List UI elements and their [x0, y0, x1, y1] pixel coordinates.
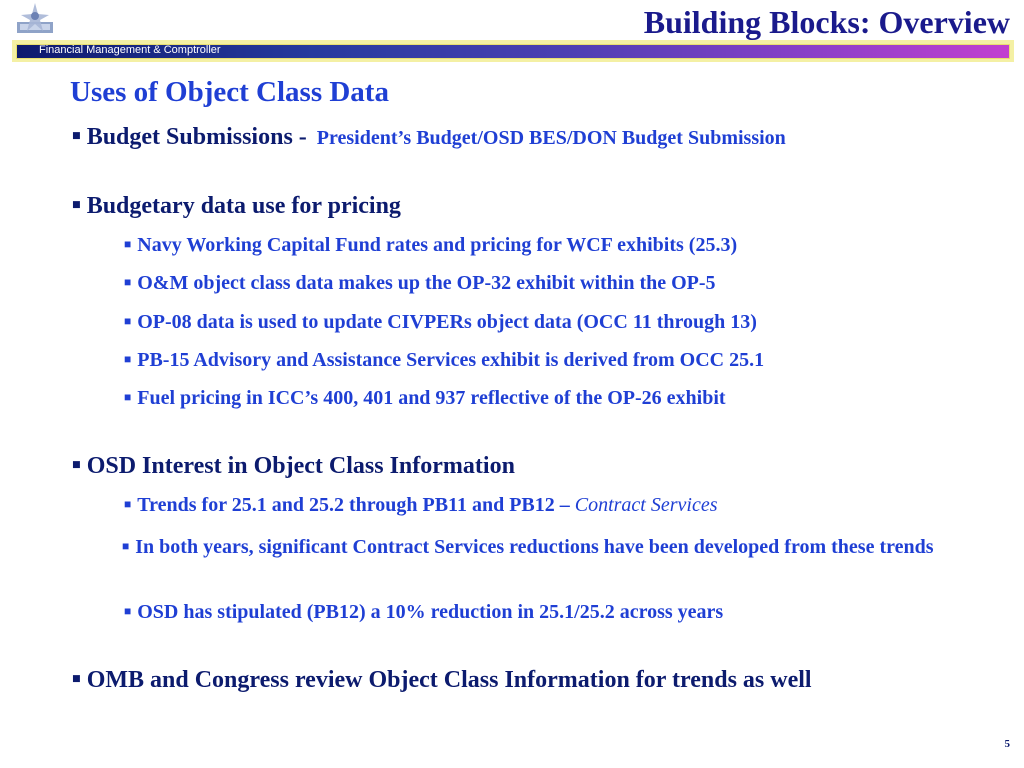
subitem-text: O&M object class data makes up the OP-32 exhibit within the OP-5 — [137, 272, 716, 294]
subitem — [124, 272, 716, 295]
square-bullet-icon: ■ — [72, 671, 81, 688]
square-bullet-icon: ■ — [124, 275, 132, 289]
banner — [12, 40, 1014, 62]
slide-title: Building Blocks: Overview — [643, 4, 1010, 40]
subitem-text: Trends for 25.1 and 25.2 through PB11 and PB12 – — [137, 494, 570, 516]
square-bullet-icon: ■ — [124, 604, 132, 618]
subitem — [122, 532, 972, 562]
bullet-omb-congress — [72, 667, 812, 694]
bullet-text: Budgetary data use for pricing — [86, 193, 401, 219]
page-number: 5 — [1004, 738, 1010, 750]
square-bullet-icon: ■ — [72, 457, 81, 474]
square-bullet-icon: ■ — [72, 197, 81, 214]
square-bullet-icon: ■ — [124, 352, 132, 366]
square-bullet-icon: ■ — [124, 497, 132, 511]
subitem — [124, 387, 726, 410]
subitem — [124, 601, 723, 624]
subitem — [124, 349, 764, 372]
subitem-text: OP-08 data is used to update CIVPERs object data (OCC 11 through 13) — [137, 311, 757, 333]
subitem — [124, 494, 718, 517]
square-bullet-icon: ■ — [124, 390, 132, 404]
bullet-text: OSD Interest in Object Class Information — [86, 453, 515, 479]
bullet-text: Budget Submissions - — [86, 124, 307, 150]
subitem — [124, 311, 757, 334]
subitem-text: PB-15 Advisory and Assistance Services exhibit is derived from OCC 25.1 — [137, 349, 765, 371]
banner-text: Financial Management & Comptroller — [39, 44, 221, 56]
bullet-text: OMB and Congress review Object Class Information for trends as well — [86, 667, 812, 693]
subitem — [124, 234, 737, 257]
square-bullet-icon: ■ — [124, 314, 132, 328]
bullet-inline-text: President’s Budget/OSD BES/DON Budget Submission — [316, 127, 786, 149]
subitem-text: In both years, significant Contract Services reductions have been developed from these trends — [135, 536, 934, 558]
square-bullet-icon: ■ — [124, 237, 132, 251]
subitem-italic-text: Contract Services — [574, 494, 718, 516]
bullet-osd-interest — [72, 453, 515, 480]
square-bullet-icon: ■ — [72, 128, 81, 145]
square-bullet-icon: ■ — [122, 539, 130, 553]
banner-bar — [16, 44, 1010, 59]
section-heading: Uses of Object Class Data — [70, 76, 389, 108]
subitem-text: Fuel pricing in ICC’s 400, 401 and 937 reflective of the OP-26 exhibit — [137, 387, 726, 409]
subitem-text: Navy Working Capital Fund rates and pricing for WCF exhibits (25.3) — [137, 234, 738, 256]
bullet-budgetary-data — [72, 193, 401, 220]
seal-logo-icon — [16, 2, 54, 34]
bullet-budget-submissions — [72, 124, 786, 151]
subitem-text: OSD has stipulated (PB12) a 10% reduction in 25.1/25.2 across years — [137, 601, 724, 623]
